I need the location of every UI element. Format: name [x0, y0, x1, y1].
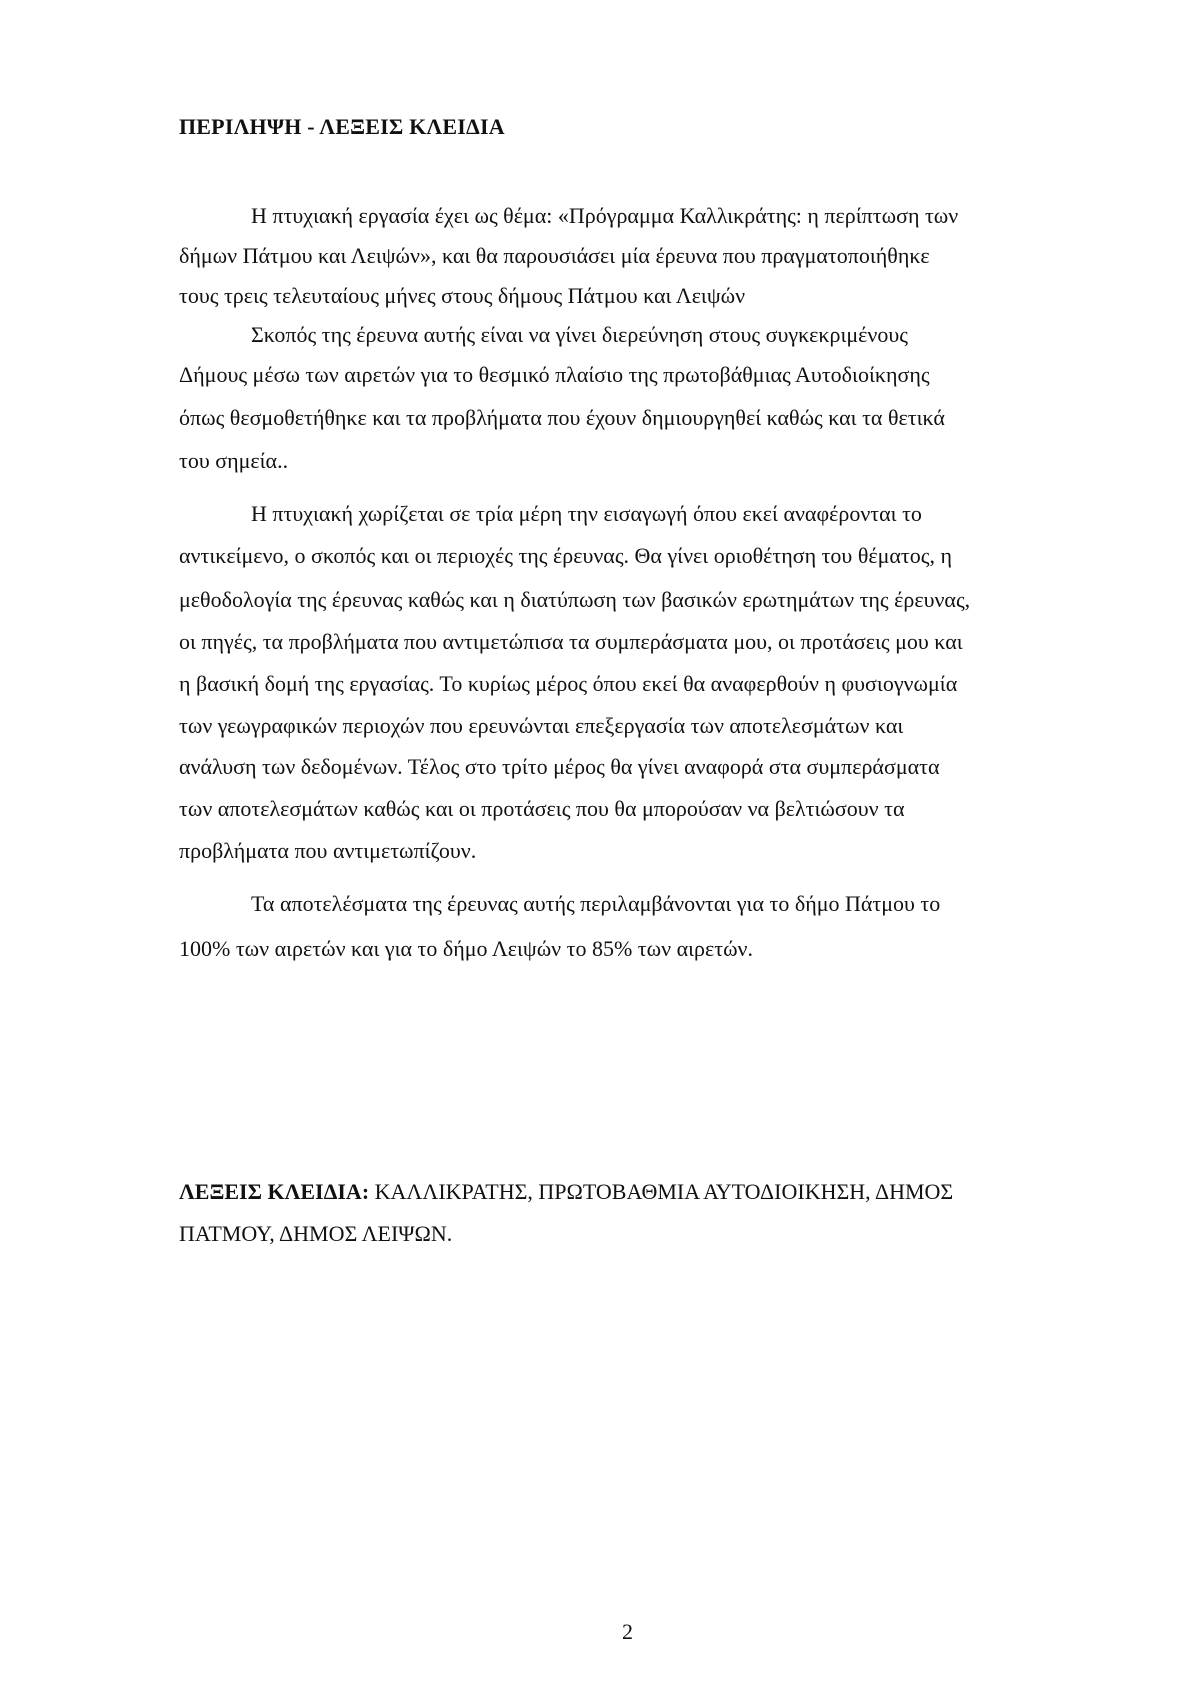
abstract-line: προβλήματα που αντιμετωπίζουν.	[179, 838, 477, 863]
abstract-line: Η πτυχιακή χωρίζεται σε τρία μέρη την εισαγωγή όπου εκεί αναφέρονται το	[251, 501, 922, 526]
abstract-line: μεθοδολογία της έρευνας καθώς και η διατύπωση των βασικών ερωτημάτων της έρευνας,	[179, 587, 971, 612]
page-number: 2	[622, 1619, 633, 1644]
keywords-line-2: ΠΑΤΜΟΥ, ΔΗΜΟΣ ΛΕΙΨΩΝ.	[179, 1221, 453, 1246]
abstract-line: τους τρεις τελευταίους μήνες στους δήμους Πάτμου και Λειψών	[179, 283, 746, 308]
abstract-line: Η πτυχιακή εργασία έχει ως θέμα: «Πρόγραμμα Καλλικράτης: η περίπτωση των	[251, 203, 959, 228]
abstract-line: αντικείμενο, ο σκοπός και οι περιοχές της έρευνας. Θα γίνει οριοθέτηση του θέματος, η	[179, 543, 952, 568]
abstract-line: Σκοπός της έρευνα αυτής είναι να γίνει διερεύνηση στους συγκεκριμένους	[251, 322, 908, 347]
abstract-line: όπως θεσμοθετήθηκε και τα προβλήματα που έχουν δημιουργηθεί καθώς και τα θετικά	[179, 405, 945, 430]
keywords-label: ΛΕΞΕΙΣ ΚΛΕΙΔΙΑ:	[179, 1179, 370, 1204]
abstract-line: του σημεία..	[179, 448, 289, 473]
abstract-line: των γεωγραφικών περιοχών που ερευνώνται επεξεργασία των αποτελεσμάτων και	[179, 713, 904, 738]
abstract-line: η βασική δομή της εργασίας. Το κυρίως μέρος όπου εκεί θα αναφερθούν η φυσιογνωμία	[179, 671, 958, 696]
keywords-line	[179, 1179, 953, 1205]
abstract-line: 100% των αιρετών και για το δήμο Λειψών το 85% των αιρετών.	[179, 936, 753, 961]
page-title: ΠΕΡΙΛΗΨΗ - ΛΕΞΕΙΣ ΚΛΕΙΔΙΑ	[179, 114, 505, 139]
abstract-line: ανάλυση των δεδομένων. Τέλος στο τρίτο μέρος θα γίνει αναφορά στα συμπεράσματα	[179, 754, 940, 779]
abstract-line: οι πηγές, τα προβλήματα που αντιμετώπισα τα συμπεράσματα μου, οι προτάσεις μου και	[179, 629, 963, 654]
abstract-line: Τα αποτελέσματα της έρευνας αυτής περιλαμβάνονται για το δήμο Πάτμου το	[251, 891, 941, 916]
abstract-line: των αποτελεσμάτων καθώς και οι προτάσεις που θα μπορούσαν να βελτιώσουν τα	[179, 796, 905, 821]
keywords-values: ΚΑΛΛΙΚΡΑΤΗΣ, ΠΡΩΤΟΒΑΘΜΙΑ ΑΥΤΟΔΙΟΙΚΗΣΗ, ΔΗΜΟΣ	[369, 1179, 954, 1204]
abstract-line: Δήμους μέσω των αιρετών για το θεσμικό πλαίσιο της πρωτοβάθμιας Αυτοδιοίκησης	[179, 362, 930, 387]
abstract-line: δήμων Πάτμου και Λειψών», και θα παρουσιάσει μία έρευνα που πραγματοποιήθηκε	[179, 243, 930, 268]
